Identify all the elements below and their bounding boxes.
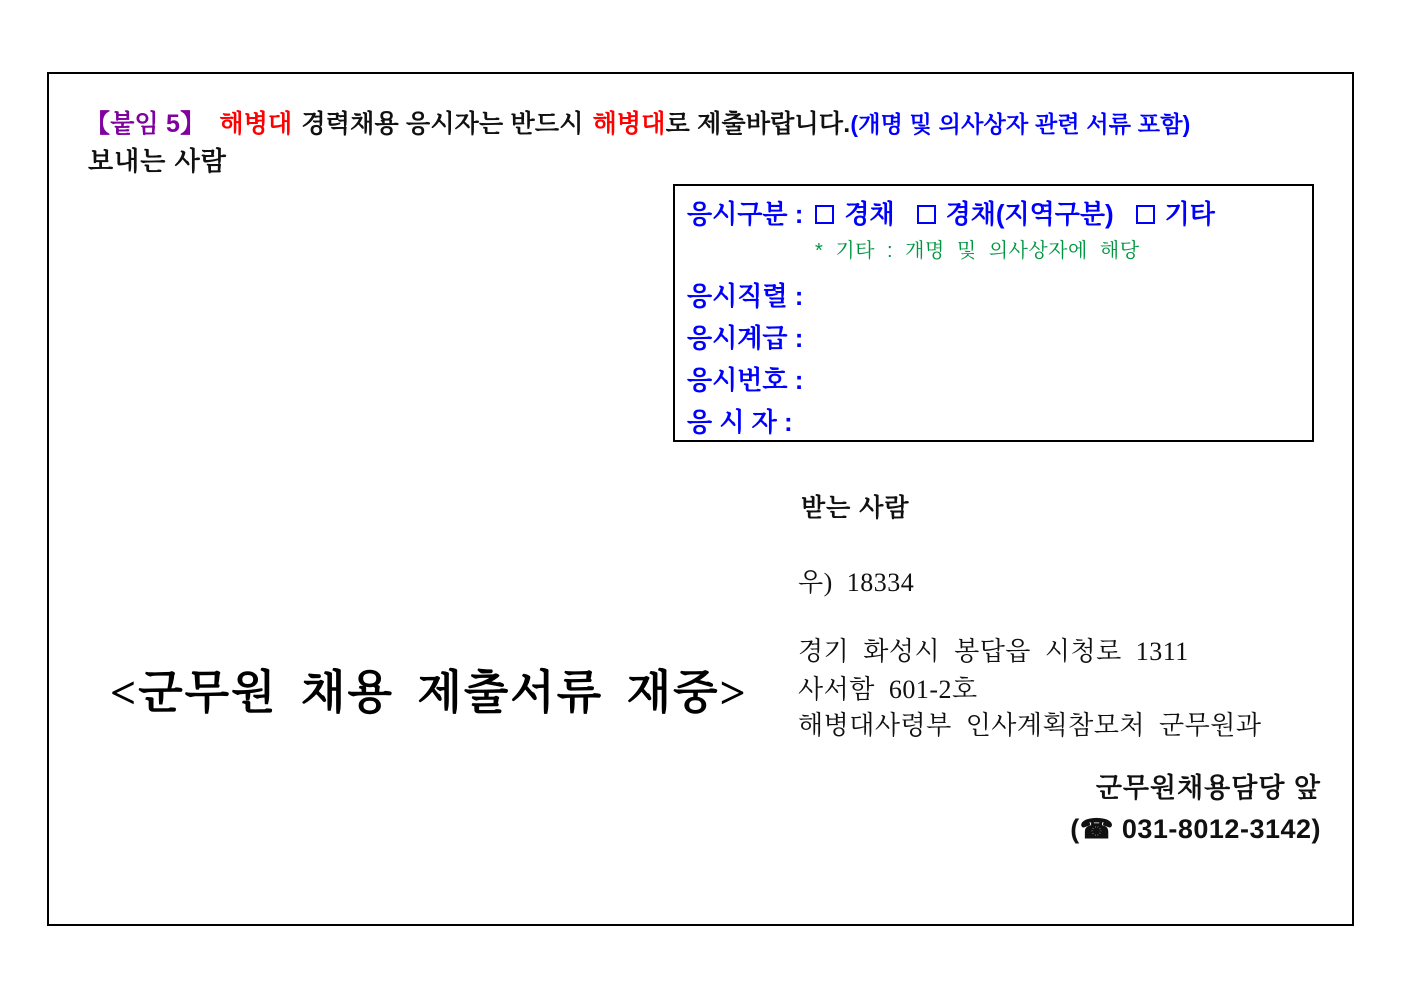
other-option-note: * 기타 : 개명 및 의사상자에 해당 [815, 240, 1140, 262]
attachment-notice [85, 104, 1191, 140]
checkbox-gyeongchae[interactable] [815, 205, 834, 224]
corps-name-highlight: 해병대 [219, 110, 293, 138]
field-label-applicant-name: 응 시 자 : [687, 407, 793, 437]
address-line-street: 경기 화성시 봉답읍 시청로 1311 [798, 637, 1189, 666]
option-label-gyeongchae-regional: 경채(지역구분) [945, 199, 1114, 229]
notice-text-middle: 경력채용 응시자는 반드시 [301, 110, 584, 138]
option-label-gyeongchae: 경채 [844, 199, 895, 229]
notice-text-tail: 로 제출바랍니다. [665, 110, 851, 138]
phone-number: (☎ 031-8012-3142) [1070, 814, 1321, 844]
category-label: 응시구분 : [687, 199, 804, 229]
recipient-label: 받는 사람 [801, 494, 910, 522]
field-label-grade: 응시계급 : [687, 323, 804, 353]
postal-code: 우) 18334 [798, 568, 915, 597]
address-line-unit: 해병대사령부 인사계획참모처 군무원과 [798, 711, 1262, 740]
address-line-pobox: 사서함 601-2호 [798, 675, 978, 704]
application-category-row [687, 194, 1215, 231]
enclosure-content-label: <군무원 채용 제출서류 재중> [110, 667, 748, 718]
notice-parenthetical: (개명 및 의사상자 관련 서류 포함) [850, 111, 1191, 137]
checkbox-other[interactable] [1136, 205, 1155, 224]
field-label-job-series: 응시직렬 : [687, 281, 804, 311]
checkbox-gyeongchae-regional[interactable] [917, 205, 936, 224]
attachment-number-label: 【붙임 5】 [85, 110, 206, 138]
field-label-application-number: 응시번호 : [687, 365, 804, 395]
option-label-other: 기타 [1164, 199, 1215, 229]
corps-name-highlight-2: 해병대 [592, 110, 666, 138]
addressee-label: 군무원채용담당 앞 [1095, 773, 1321, 803]
application-info-box [673, 184, 1314, 442]
sender-label: 보내는 사람 [88, 146, 227, 176]
